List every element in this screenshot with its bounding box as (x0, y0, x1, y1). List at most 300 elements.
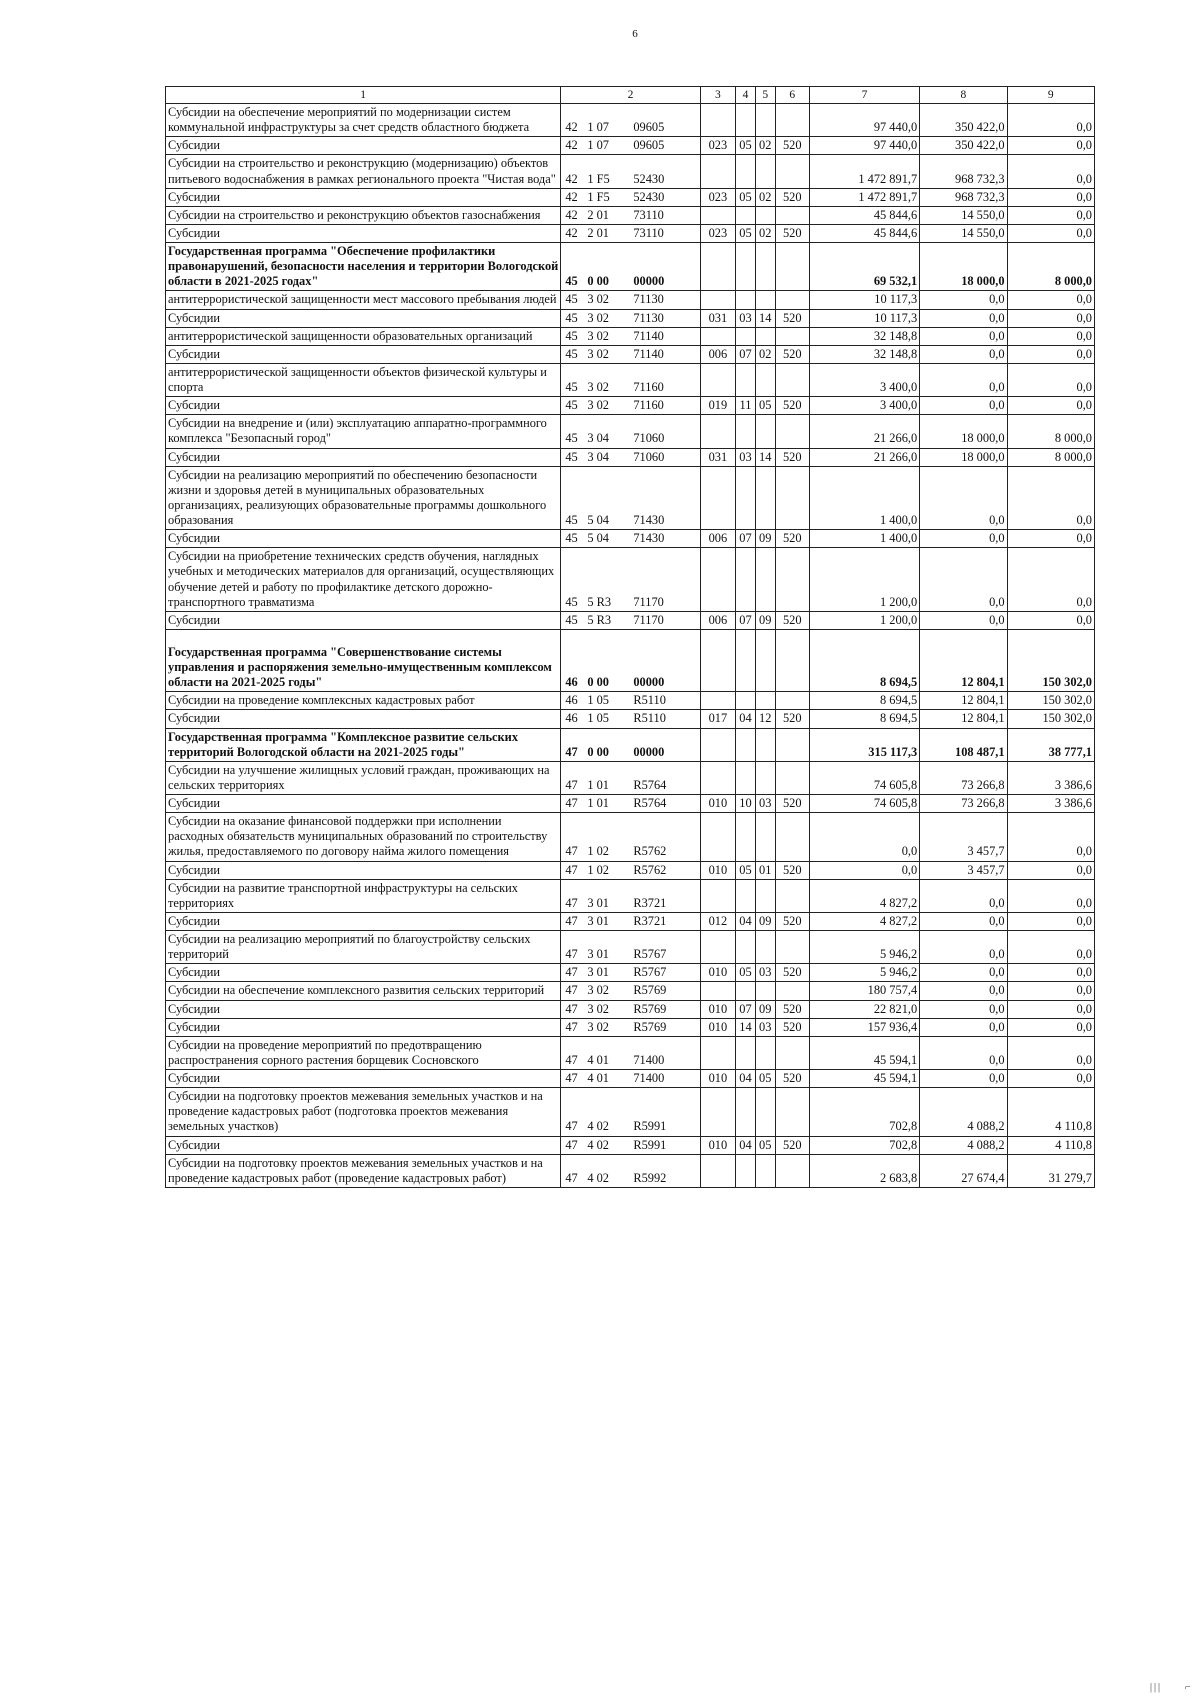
expense-type-code (775, 104, 809, 137)
amount-col-8: 73 266,8 (920, 795, 1007, 813)
target-article-code (561, 964, 700, 982)
subprogram-code: 1 07 (587, 138, 609, 153)
ministry-code: 019 (700, 397, 735, 415)
expense-type-code: 520 (775, 861, 809, 879)
direction-code: 71400 (633, 1052, 665, 1067)
table-row (166, 1088, 1095, 1136)
table-row (166, 879, 1095, 912)
ministry-code (700, 1088, 735, 1136)
expense-type-code: 520 (775, 795, 809, 813)
expense-type-code (775, 931, 809, 964)
amount-col-7: 21 266,0 (809, 448, 919, 466)
amount-col-8: 12 804,1 (920, 710, 1007, 728)
ministry-code: 006 (700, 345, 735, 363)
program-code: 45 (565, 346, 578, 361)
section-code (736, 327, 756, 345)
section-code: 07 (736, 611, 756, 629)
subprogram-code: 3 02 (587, 328, 609, 343)
row-name-text: Государственная программа "Комплексное развитие сельских территорий Вологодской области на 2021-2025 годы" (168, 729, 519, 759)
row-name-text: Субсидии на проведение мероприятий по предотвращению распространения сорного растения борщевик Сосновского (168, 1037, 482, 1067)
expense-type-code: 520 (775, 345, 809, 363)
row-name (166, 1136, 561, 1154)
ministry-code: 010 (700, 1018, 735, 1036)
row-name (166, 710, 561, 728)
table-row (166, 291, 1095, 309)
amount-col-7: 10 117,3 (809, 291, 919, 309)
program-code: 45 (565, 292, 578, 307)
column-header: 6 (775, 87, 809, 104)
subprogram-code: 5 04 (587, 531, 609, 546)
program-code: 42 (565, 171, 578, 186)
row-name-text: Субсидии на строительство и реконструкцию (модернизацию) объектов питьевого водоснабжения в рамках регионального проекта "Чистая вода" (168, 156, 556, 186)
amount-col-7: 32 148,8 (809, 327, 919, 345)
amount-col-9: 0,0 (1007, 363, 1094, 396)
row-name (166, 327, 561, 345)
direction-code: R5762 (633, 862, 667, 877)
ministry-code (700, 692, 735, 710)
scan-edge-mark: ⌐ (1185, 1682, 1191, 1693)
amount-col-9: 0,0 (1007, 345, 1094, 363)
column-header: 9 (1007, 87, 1094, 104)
amount-col-9: 0,0 (1007, 964, 1094, 982)
amount-col-8: 350 422,0 (920, 137, 1007, 155)
subprogram-code: 2 01 (587, 207, 609, 222)
row-name (166, 1036, 561, 1069)
ministry-code: 031 (700, 309, 735, 327)
target-article-code (561, 327, 700, 345)
table-row (166, 548, 1095, 612)
section-code (736, 363, 756, 396)
target-article-code (561, 795, 700, 813)
row-name-text: антитеррористической защищенности образовательных организаций (168, 328, 533, 343)
direction-code: 71160 (633, 380, 664, 395)
table-row (166, 345, 1095, 363)
direction-code: R5110 (633, 711, 666, 726)
program-code: 47 (565, 895, 578, 910)
expense-type-code: 520 (775, 964, 809, 982)
section-code: 05 (736, 224, 756, 242)
target-article-code (561, 309, 700, 327)
expense-type-code (775, 813, 809, 861)
program-code: 45 (565, 274, 578, 289)
table-row (166, 1154, 1095, 1187)
expense-type-code (775, 548, 809, 612)
expense-type-code (775, 155, 809, 188)
amount-col-7: 5 946,2 (809, 931, 919, 964)
table-row (166, 137, 1095, 155)
target-article-code (561, 345, 700, 363)
subprogram-code: 1 02 (587, 844, 609, 859)
subsection-code: 09 (755, 530, 775, 548)
table-row (166, 1000, 1095, 1018)
amount-col-7: 1 400,0 (809, 530, 919, 548)
amount-col-9: 0,0 (1007, 397, 1094, 415)
ministry-code: 006 (700, 530, 735, 548)
section-code (736, 813, 756, 861)
direction-code: R5110 (633, 693, 666, 708)
subsection-code (755, 243, 775, 291)
direction-code: R5764 (633, 777, 667, 792)
program-code: 47 (565, 1001, 578, 1016)
target-article-code (561, 188, 700, 206)
program-code: 42 (565, 207, 578, 222)
expense-type-code (775, 466, 809, 530)
section-code: 05 (736, 137, 756, 155)
column-header: 4 (736, 87, 756, 104)
target-article-code (561, 530, 700, 548)
row-name (166, 931, 561, 964)
row-name (166, 912, 561, 930)
subsection-code (755, 1088, 775, 1136)
program-code: 47 (565, 1071, 578, 1086)
subprogram-code: 3 02 (587, 983, 609, 998)
program-code: 47 (565, 947, 578, 962)
column-header: 5 (755, 87, 775, 104)
subprogram-code: 1 05 (587, 711, 609, 726)
amount-col-9: 0,0 (1007, 912, 1094, 930)
program-code: 46 (565, 675, 578, 690)
table-row (166, 964, 1095, 982)
program-code: 42 (565, 138, 578, 153)
table-row (166, 397, 1095, 415)
row-name (166, 137, 561, 155)
amount-col-8: 0,0 (920, 548, 1007, 612)
amount-col-9: 0,0 (1007, 466, 1094, 530)
target-article-code (561, 611, 700, 629)
amount-col-9: 0,0 (1007, 1070, 1094, 1088)
row-name (166, 728, 561, 761)
section-code (736, 1088, 756, 1136)
table-row (166, 795, 1095, 813)
table-row (166, 224, 1095, 242)
table-row (166, 931, 1095, 964)
amount-col-8: 0,0 (920, 964, 1007, 982)
row-name (166, 1000, 561, 1018)
subsection-code: 12 (755, 710, 775, 728)
subprogram-code: 3 04 (587, 449, 609, 464)
subsection-code (755, 1036, 775, 1069)
budget-table (165, 86, 1095, 1188)
subprogram-code: 3 02 (587, 292, 609, 307)
target-article-code (561, 1018, 700, 1036)
direction-code: 71400 (633, 1071, 665, 1086)
subsection-code: 09 (755, 611, 775, 629)
subsection-code: 02 (755, 137, 775, 155)
section-code: 05 (736, 188, 756, 206)
row-name-text: Субсидии (168, 189, 220, 204)
ministry-code (700, 761, 735, 794)
row-name-text: Субсидии на реализацию мероприятий по обеспечению безопасности жизни и здоровья детей в муниципальных образовательных организациях, реализующих образовательные программы дошкольного образования (168, 467, 547, 528)
amount-col-8: 18 000,0 (920, 448, 1007, 466)
table-row (166, 728, 1095, 761)
ministry-code (700, 363, 735, 396)
subsection-code: 05 (755, 1136, 775, 1154)
section-code (736, 206, 756, 224)
direction-code: R5769 (633, 1019, 667, 1034)
amount-col-9: 0,0 (1007, 548, 1094, 612)
ministry-code: 031 (700, 448, 735, 466)
amount-col-8: 73 266,8 (920, 761, 1007, 794)
subsection-code (755, 415, 775, 448)
row-name (166, 291, 561, 309)
target-article-code (561, 448, 700, 466)
subsection-code (755, 931, 775, 964)
row-name-text: Субсидии на проведение комплексных кадастровых работ (168, 693, 475, 708)
amount-col-7: 45 844,6 (809, 224, 919, 242)
section-code (736, 982, 756, 1000)
row-name-text: Субсидии (168, 398, 220, 413)
ministry-code: 010 (700, 795, 735, 813)
amount-col-7: 1 472 891,7 (809, 188, 919, 206)
ministry-code: 010 (700, 964, 735, 982)
amount-col-8: 4 088,2 (920, 1088, 1007, 1136)
row-name-text: Субсидии (168, 1137, 220, 1152)
table-row (166, 813, 1095, 861)
table-row (166, 188, 1095, 206)
amount-col-7: 1 472 891,7 (809, 155, 919, 188)
target-article-code (561, 466, 700, 530)
amount-col-8: 0,0 (920, 327, 1007, 345)
subsection-code (755, 363, 775, 396)
target-article-code (561, 1036, 700, 1069)
amount-col-9: 0,0 (1007, 611, 1094, 629)
subsection-code: 05 (755, 1070, 775, 1088)
amount-col-8: 3 457,7 (920, 813, 1007, 861)
row-name-text: Субсидии на подготовку проектов межевания земельных участков и на проведение кадастровых работ (подготовка проектов межевания земельных участков) (168, 1089, 543, 1134)
row-name (166, 363, 561, 396)
target-article-code (561, 931, 700, 964)
amount-col-7: 3 400,0 (809, 397, 919, 415)
expense-type-code (775, 291, 809, 309)
target-article-code (561, 1154, 700, 1187)
direction-code: 71430 (633, 531, 665, 546)
amount-col-9: 0,0 (1007, 530, 1094, 548)
row-name (166, 530, 561, 548)
subprogram-code: 1 01 (587, 777, 609, 792)
amount-col-7: 5 946,2 (809, 964, 919, 982)
row-name (166, 224, 561, 242)
row-name-text: Субсидии (168, 1019, 220, 1034)
amount-col-8: 0,0 (920, 466, 1007, 530)
column-header: 1 (166, 87, 561, 104)
subsection-code (755, 1154, 775, 1187)
amount-col-9: 0,0 (1007, 861, 1094, 879)
subsection-code (755, 629, 775, 691)
row-name (166, 397, 561, 415)
row-name-text: Субсидии на подготовку проектов межевания земельных участков и на проведение кадастровых работ (проведение кадастровых работ) (168, 1155, 543, 1185)
subprogram-code: 3 02 (587, 398, 609, 413)
ministry-code (700, 931, 735, 964)
section-code (736, 879, 756, 912)
amount-col-9: 0,0 (1007, 309, 1094, 327)
table-row (166, 155, 1095, 188)
program-code: 47 (565, 744, 578, 759)
subprogram-code: 3 01 (587, 895, 609, 910)
amount-col-8: 968 732,3 (920, 155, 1007, 188)
section-code (736, 931, 756, 964)
target-article-code (561, 243, 700, 291)
table-row (166, 1070, 1095, 1088)
program-code: 47 (565, 1052, 578, 1067)
row-name-text: Субсидии (168, 796, 220, 811)
target-article-code (561, 548, 700, 612)
row-name (166, 1088, 561, 1136)
page-number: 6 (632, 28, 638, 40)
row-name (166, 692, 561, 710)
amount-col-9: 3 386,6 (1007, 761, 1094, 794)
expense-type-code (775, 1154, 809, 1187)
amount-col-9: 150 302,0 (1007, 692, 1094, 710)
row-name-text: Субсидии (168, 449, 220, 464)
target-article-code (561, 104, 700, 137)
amount-col-9: 8 000,0 (1007, 448, 1094, 466)
target-article-code (561, 206, 700, 224)
ministry-code: 017 (700, 710, 735, 728)
program-code: 47 (565, 1137, 578, 1152)
section-code: 14 (736, 1018, 756, 1036)
subsection-code: 03 (755, 1018, 775, 1036)
subprogram-code: 0 00 (587, 274, 609, 289)
ministry-code: 010 (700, 1136, 735, 1154)
direction-code: 00000 (633, 274, 665, 289)
amount-col-7: 180 757,4 (809, 982, 919, 1000)
expense-type-code: 520 (775, 188, 809, 206)
amount-col-7: 4 827,2 (809, 879, 919, 912)
direction-code: R5769 (633, 983, 667, 998)
direction-code: 71130 (633, 292, 664, 307)
direction-code: 09605 (633, 138, 665, 153)
subsection-code (755, 104, 775, 137)
amount-col-7: 8 694,5 (809, 692, 919, 710)
table-row (166, 309, 1095, 327)
subprogram-code: 5 R3 (587, 594, 612, 609)
amount-col-7: 8 694,5 (809, 629, 919, 691)
amount-col-8: 4 088,2 (920, 1136, 1007, 1154)
direction-code: 73110 (633, 225, 664, 240)
amount-col-7: 32 148,8 (809, 345, 919, 363)
subprogram-code: 4 01 (587, 1052, 609, 1067)
subprogram-code: 5 04 (587, 513, 609, 528)
amount-col-7: 1 200,0 (809, 548, 919, 612)
subprogram-code: 5 R3 (587, 612, 612, 627)
amount-col-8: 14 550,0 (920, 224, 1007, 242)
expense-type-code: 520 (775, 224, 809, 242)
row-name (166, 1018, 561, 1036)
amount-col-7: 702,8 (809, 1136, 919, 1154)
subsection-code (755, 982, 775, 1000)
target-article-code (561, 291, 700, 309)
program-code: 47 (565, 1170, 578, 1185)
section-code: 07 (736, 1000, 756, 1018)
section-code (736, 1036, 756, 1069)
row-name (166, 761, 561, 794)
section-code: 07 (736, 345, 756, 363)
table-row (166, 710, 1095, 728)
row-name-text: Субсидии (168, 225, 220, 240)
amount-col-7: 702,8 (809, 1088, 919, 1136)
column-header: 2 (561, 87, 700, 104)
section-code: 05 (736, 861, 756, 879)
direction-code: R5991 (633, 1119, 667, 1134)
subsection-code (755, 879, 775, 912)
direction-code: 71140 (633, 328, 664, 343)
column-header: 8 (920, 87, 1007, 104)
program-code: 45 (565, 398, 578, 413)
expense-type-code: 520 (775, 1000, 809, 1018)
amount-col-7: 45 594,1 (809, 1070, 919, 1088)
amount-col-8: 0,0 (920, 397, 1007, 415)
amount-col-9: 31 279,7 (1007, 1154, 1094, 1187)
subsection-code: 09 (755, 912, 775, 930)
subprogram-code: 4 01 (587, 1071, 609, 1086)
subprogram-code: 3 02 (587, 346, 609, 361)
subprogram-code: 3 02 (587, 310, 609, 325)
amount-col-9: 38 777,1 (1007, 728, 1094, 761)
amount-col-7: 10 117,3 (809, 309, 919, 327)
table-row (166, 1018, 1095, 1036)
expense-type-code (775, 879, 809, 912)
table-row (166, 1036, 1095, 1069)
table-row (166, 206, 1095, 224)
table-row (166, 629, 1095, 691)
section-code (736, 548, 756, 612)
row-name-text: Субсидии (168, 138, 220, 153)
amount-col-8: 0,0 (920, 291, 1007, 309)
table-row (166, 466, 1095, 530)
ministry-code (700, 813, 735, 861)
amount-col-7: 1 200,0 (809, 611, 919, 629)
expense-type-code: 520 (775, 309, 809, 327)
ministry-code: 023 (700, 137, 735, 155)
expense-type-code (775, 1036, 809, 1069)
row-name (166, 879, 561, 912)
amount-col-9: 150 302,0 (1007, 710, 1094, 728)
amount-col-8: 0,0 (920, 879, 1007, 912)
row-name (166, 466, 561, 530)
expense-type-code: 520 (775, 611, 809, 629)
amount-col-9: 0,0 (1007, 813, 1094, 861)
section-code (736, 761, 756, 794)
ministry-code (700, 879, 735, 912)
amount-col-8: 0,0 (920, 1018, 1007, 1036)
subsection-code (755, 692, 775, 710)
target-article-code (561, 137, 700, 155)
expense-type-code: 520 (775, 710, 809, 728)
direction-code: R5992 (633, 1170, 667, 1185)
ministry-code (700, 982, 735, 1000)
amount-col-8: 3 457,7 (920, 861, 1007, 879)
target-article-code (561, 363, 700, 396)
subsection-code (755, 548, 775, 612)
amount-col-9: 0,0 (1007, 1018, 1094, 1036)
amount-col-9: 150 302,0 (1007, 629, 1094, 691)
section-code (736, 291, 756, 309)
amount-col-9: 4 110,8 (1007, 1136, 1094, 1154)
program-code: 47 (565, 862, 578, 877)
direction-code: 00000 (633, 744, 665, 759)
subsection-code: 01 (755, 861, 775, 879)
amount-col-8: 0,0 (920, 931, 1007, 964)
ministry-code: 010 (700, 861, 735, 879)
subprogram-code: 0 00 (587, 744, 609, 759)
amount-col-9: 0,0 (1007, 104, 1094, 137)
program-code: 45 (565, 513, 578, 528)
expense-type-code: 520 (775, 530, 809, 548)
amount-col-9: 0,0 (1007, 1036, 1094, 1069)
program-code: 45 (565, 531, 578, 546)
amount-col-7: 97 440,0 (809, 137, 919, 155)
subprogram-code: 3 02 (587, 380, 609, 395)
